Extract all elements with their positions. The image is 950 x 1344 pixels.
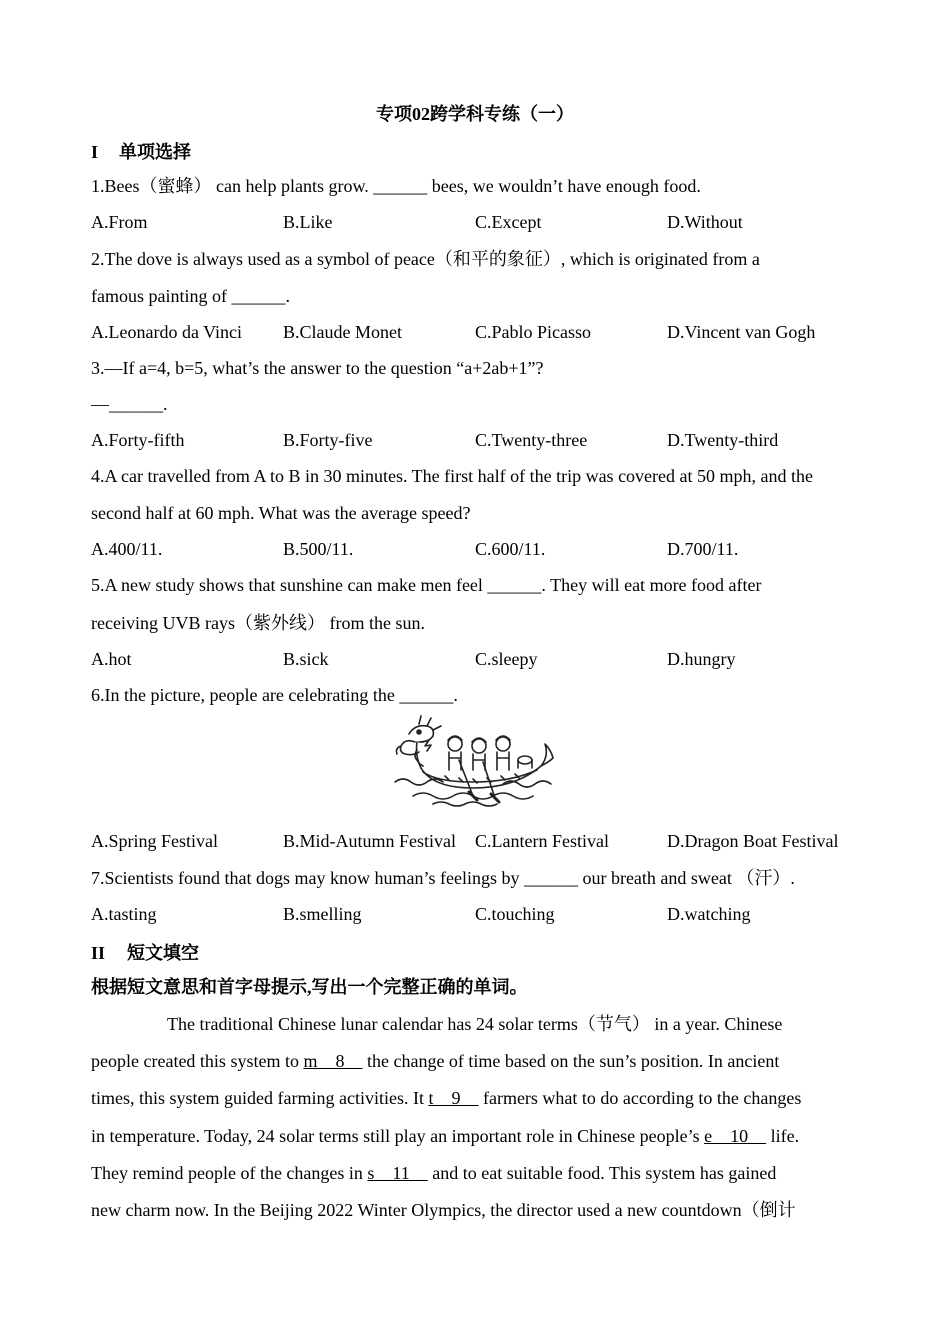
question-2-options: [91, 321, 871, 343]
question-4-options: [91, 538, 871, 560]
option-d: D.Vincent van Gogh: [667, 322, 816, 342]
option-b: B.Mid-Autumn Festival: [283, 831, 457, 851]
section-1-heading: [91, 138, 191, 164]
option-b: B.sick: [283, 649, 329, 669]
passage-text: in temperature. Today, 24 solar terms still play an important role in Chinese people’s: [91, 1126, 705, 1146]
option-a: A.400/11.: [91, 539, 163, 559]
question-7-text: 7.Scientists found that dogs may know human’s feelings by ______ our breath and sweat （汗）.: [91, 868, 795, 888]
question-5-text-cont: receiving UVB rays（紫外线） from the sun.: [91, 613, 425, 633]
option-c: C.600/11.: [475, 539, 546, 559]
question-4-text-cont: second half at 60 mph. What was the average speed?: [91, 503, 471, 523]
option-a: A.hot: [91, 649, 132, 669]
option-b: B.500/11.: [283, 539, 354, 559]
option-a: A.Leonardo da Vinci: [91, 322, 243, 342]
option-c: C.Except: [475, 212, 542, 232]
passage-text: life.: [766, 1126, 800, 1146]
option-b: B.Like: [283, 212, 333, 232]
option-c: C.sleepy: [475, 649, 538, 669]
passage-line-2: [91, 1050, 779, 1072]
question-2-text: 2.The dove is always used as a symbol of peace（和平的象征）, which is originated from a: [91, 249, 760, 269]
passage-line-1: The traditional Chinese lunar calendar has 24 solar terms（节气） in a year. Chinese: [167, 1014, 783, 1034]
question-3-text: 3.—If a=4, b=5, what’s the answer to the question “a+2ab+1”?: [91, 358, 544, 378]
question-2-text-cont: famous painting of ______.: [91, 286, 290, 306]
question-5-text: 5.A new study shows that sunshine can make men feel ______. They will eat more food after: [91, 575, 762, 595]
passage-text: farmers what to do according to the changes: [478, 1088, 802, 1108]
option-d: D.Without: [667, 212, 743, 232]
option-c: C.Pablo Picasso: [475, 322, 592, 342]
option-d: D.hungry: [667, 649, 736, 669]
passage-text: people created this system to: [91, 1051, 304, 1071]
option-c: C.Twenty-three: [475, 430, 588, 450]
blank-10: e 10: [704, 1126, 767, 1146]
option-c: C.Lantern Festival: [475, 831, 609, 851]
blank-9: t 9: [428, 1088, 479, 1108]
option-a: A.From: [91, 212, 148, 232]
option-d: D.Dragon Boat Festival: [667, 831, 839, 851]
option-d: D.watching: [667, 904, 751, 924]
page-title: 专项02跨学科专练（一）: [376, 104, 574, 124]
section-2-heading: [91, 939, 199, 965]
option-d: D.Twenty-third: [667, 430, 779, 450]
option-a: A.Forty-fifth: [91, 430, 185, 450]
option-b: B.smelling: [283, 904, 362, 924]
option-a: A.Spring Festival: [91, 831, 219, 851]
option-a: A.tasting: [91, 904, 157, 924]
question-1-options: [91, 211, 871, 233]
blank-8: m 8: [303, 1051, 363, 1071]
question-1-text: 1.Bees（蜜蜂） can help plants grow. ______ bees, we wouldn’t have enough food.: [91, 176, 701, 196]
option-d: D.700/11.: [667, 539, 739, 559]
passage-line-4: [91, 1125, 799, 1147]
passage-text: the change of time based on the sun’s position. In ancient: [362, 1051, 780, 1071]
question-5-options: [91, 648, 871, 670]
passage-text: and to eat suitable food. This system has gained: [427, 1163, 777, 1183]
blank-11: s 11: [367, 1163, 428, 1183]
section-1-label: 单项选择: [119, 142, 191, 162]
question-3-options: [91, 429, 871, 451]
option-b: B.Forty-five: [283, 430, 373, 450]
passage-text: They remind people of the changes in: [91, 1163, 368, 1183]
passage-line-6: new charm now. In the Beijing 2022 Winter Olympics, the director used a new countdown（倒计: [91, 1200, 796, 1220]
option-b: B.Claude Monet: [283, 322, 402, 342]
section-1-number: I: [91, 142, 99, 162]
section-2-label: 短文填空: [127, 943, 199, 963]
passage-line-3: [91, 1087, 801, 1109]
question-6-options: [91, 830, 871, 852]
section-2-number: II: [91, 943, 106, 963]
question-3-answer-line: —______.: [91, 394, 168, 414]
instruction-text: 根据短文意思和首字母提示,写出一个完整正确的单词。: [91, 977, 528, 997]
question-7-options: [91, 903, 871, 925]
option-c: C.touching: [475, 904, 555, 924]
question-6-text: 6.In the picture, people are celebrating the ______.: [91, 685, 458, 705]
dragon-boat-illustration: [393, 712, 557, 808]
question-4-text: 4.A car travelled from A to B in 30 minutes. The first half of the trip was covered at 50 mph, and the: [91, 466, 813, 486]
passage-line-5: [91, 1162, 776, 1184]
passage-text: times, this system guided farming activities. It: [91, 1088, 429, 1108]
